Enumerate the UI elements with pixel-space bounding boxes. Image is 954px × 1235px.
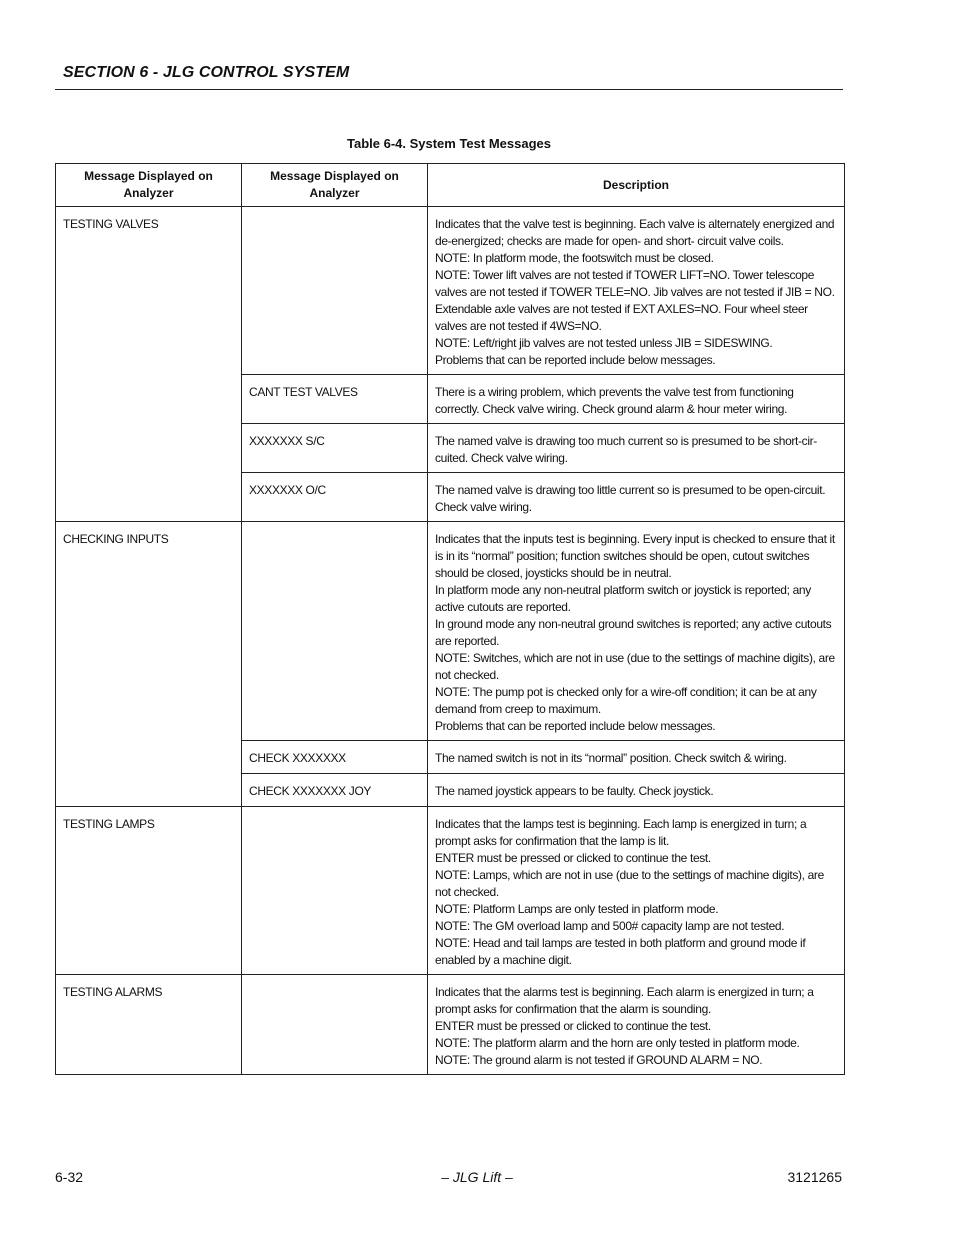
message-cell (242, 975, 428, 1075)
description-cell: The named valve is drawing too much current so is presumed to be short-cir- cuited. Check valve wiring. (428, 424, 845, 473)
table-row (56, 522, 845, 741)
table-row (56, 207, 845, 375)
message-cell (242, 522, 428, 741)
description-cell: The named joystick appears to be faulty. Check joystick. (428, 774, 845, 807)
header-divider (55, 89, 843, 90)
section-title: SECTION 6 - JLG CONTROL SYSTEM (63, 64, 350, 81)
message-cell: XXXXXXX S/C (242, 424, 428, 473)
message-cell: CHECK XXXXXXX (242, 741, 428, 774)
footer-brand: – JLG Lift – (441, 1169, 513, 1185)
column-header-description: Description (428, 164, 845, 207)
description-cell: Indicates that the lamps test is beginning. Each lamp is energized in turn; a prompt asks for confirmation that the lamp is lit. ENTER must be pressed or clicked to continue the test. NOTE: Lamps, which are not in use (due to the settings of machine digits), are not checked. NOTE: Platform Lamps are only tested in platform mode. NOTE: The GM overload lamp and 500# capacity lamp are not tested. NOTE: Head and tail lamps are tested in both platform and ground mode if enabled by a machine digit. (428, 807, 845, 975)
message-cell: CHECK XXXXXXX JOY (242, 774, 428, 807)
group-message-cell: CHECKING INPUTS (56, 522, 242, 807)
column-header-analyzer-message-1: Message Displayed on Analyzer (56, 164, 242, 207)
system-test-messages-table (55, 163, 845, 1075)
message-cell: CANT TEST VALVES (242, 375, 428, 424)
table-row (56, 975, 845, 1075)
group-message-cell: TESTING LAMPS (56, 807, 242, 975)
description-cell: The named switch is not in its “normal” position. Check switch & wiring. (428, 741, 845, 774)
message-cell (242, 207, 428, 375)
table-row (56, 807, 845, 975)
description-cell: There is a wiring problem, which prevents the valve test from functioning correctly. Check valve wiring. Check ground alarm & hour meter wiring. (428, 375, 845, 424)
table-header-row (56, 164, 845, 207)
page-number: 6-32 (55, 1169, 84, 1185)
message-cell (242, 807, 428, 975)
group-message-cell: TESTING ALARMS (56, 975, 242, 1075)
group-message-cell: TESTING VALVES (56, 207, 242, 522)
document-number: 3121265 (787, 1169, 842, 1185)
table-caption: Table 6-4. System Test Messages (346, 136, 551, 151)
description-cell: Indicates that the alarms test is beginning. Each alarm is energized in turn; a prompt asks for confirmation that the alarm is sounding. ENTER must be pressed or clicked to continue the test. NOTE: The platform alarm and the horn are only tested in platform mode. NOTE: The ground alarm is not tested if GROUND ALARM = NO. (428, 975, 845, 1075)
description-cell: The named valve is drawing too little current so is presumed to be open-circuit. Check valve wiring. (428, 473, 845, 522)
column-header-analyzer-message-2: Message Displayed on Analyzer (242, 164, 428, 207)
message-cell: XXXXXXX O/C (242, 473, 428, 522)
description-cell: Indicates that the inputs test is beginning. Every input is checked to ensure that it is in its “normal” position; function switches should be open, cutout switches should be closed, joysticks should be in neutral. In platform mode any non-neutral platform switch or joystick is reported; any active cutouts are reported. In ground mode any non-neutral ground switches is reported; any active cutouts are reported. NOTE: Switches, which are not in use (due to the settings of machine digits), are not checked. NOTE: The pump pot is checked only for a wire-off condition; it can be at any demand from creep to maximum. Problems that can be reported include below messages. (428, 522, 845, 741)
description-cell: Indicates that the valve test is beginning. Each valve is alternately energized and de-energized; checks are made for open- and short- circuit valve coils. NOTE: In platform mode, the footswitch must be closed. NOTE: Tower lift valves are not tested if TOWER LIFT=NO. Tower telescope valves are not tested if TOWER TELE=NO. Jib valves are not tested if JIB = NO. Extendable axle valves are not tested if EXT AXLES=NO. Four wheel steer valves are not tested if 4WS=NO. NOTE: Left/right jib valves are not tested unless JIB = SIDESWING. Problems that can be reported include below messages. (428, 207, 845, 375)
